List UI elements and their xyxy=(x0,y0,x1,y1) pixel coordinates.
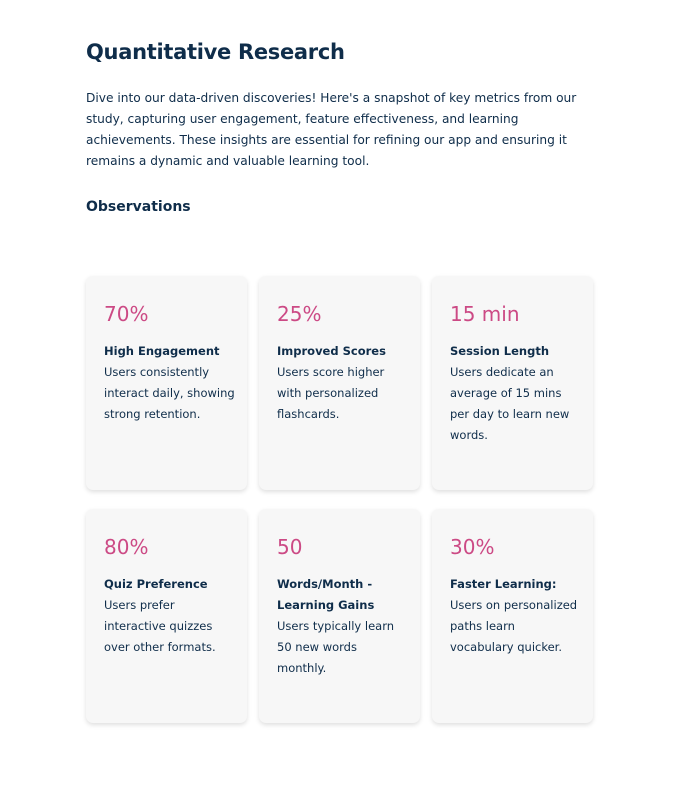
metric-description: Users score higher with personalized flashcards. xyxy=(277,365,385,421)
metric-label: Quiz Preference xyxy=(104,577,208,591)
metric-card-faster-learning xyxy=(432,509,593,723)
page-title: Quantitative Research xyxy=(86,40,345,64)
metric-description: Users consistently interact daily, showing strong retention. xyxy=(104,365,235,421)
metric-card-quiz-preference xyxy=(86,509,247,723)
metric-value: 25% xyxy=(277,302,322,326)
metric-label: Faster Learning: xyxy=(450,577,557,591)
metric-card-engagement xyxy=(86,276,247,490)
metric-description: Users dedicate an average of 15 mins per day to learn new words. xyxy=(450,365,570,442)
metric-description: Users on personalized paths learn vocabulary quicker. xyxy=(450,598,578,654)
metric-value: 80% xyxy=(104,535,149,559)
metric-card-session-length xyxy=(432,276,593,490)
intro-paragraph: Dive into our data-driven discoveries! Here's a snapshot of key metrics from our study, capturing user engagement, feature effectiveness, and learning achievements. These insights are essential for refining our app and ensuring it remains a dynamic and valuable learning tool. xyxy=(86,91,577,168)
metric-card-scores xyxy=(259,276,420,490)
metric-value: 30% xyxy=(450,535,495,559)
metric-label: Session Length xyxy=(450,344,550,358)
metric-card-words-per-month xyxy=(259,509,420,723)
metric-description: Users prefer interactive quizzes over other formats. xyxy=(104,598,216,654)
metric-value: 15 min xyxy=(450,302,520,326)
metric-description: Users typically learn 50 new words monthly. xyxy=(277,619,395,675)
metric-label: High Engagement xyxy=(104,344,220,358)
metrics-grid xyxy=(86,276,594,723)
metric-value: 50 xyxy=(277,535,303,559)
metric-value: 70% xyxy=(104,302,149,326)
metric-label: Words/Month - Learning Gains xyxy=(277,577,375,612)
metric-label: Improved Scores xyxy=(277,344,386,358)
section-heading-observations: Observations xyxy=(86,199,191,215)
